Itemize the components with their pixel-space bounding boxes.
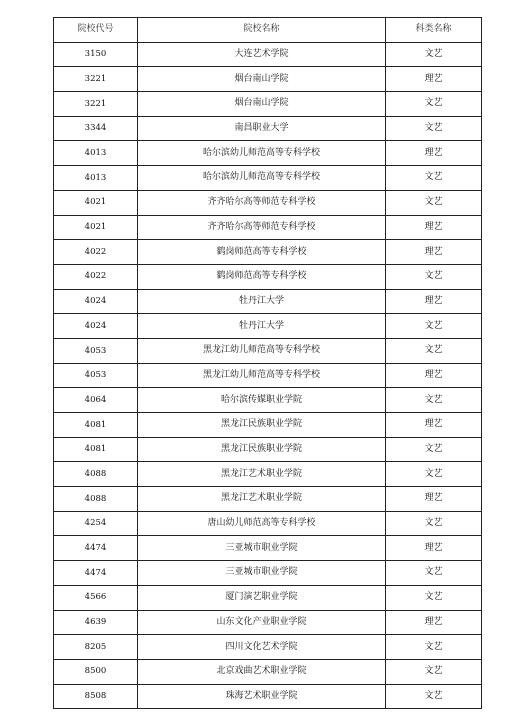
category-cell: 文艺: [386, 561, 482, 586]
school-code-cell: 4081: [54, 437, 138, 462]
school-code-cell: 4021: [54, 215, 138, 240]
admissions-table-container: [53, 17, 481, 709]
category-cell: 理艺: [386, 141, 482, 166]
table-row: [54, 388, 482, 413]
table-row: [54, 462, 482, 487]
category-cell: 文艺: [386, 264, 482, 289]
school-code-cell: 4053: [54, 338, 138, 363]
school-name-cell: 山东文化产业职业学院: [138, 610, 386, 635]
school-code-cell: 4088: [54, 487, 138, 512]
school-code-cell: 4474: [54, 561, 138, 586]
header-row: [54, 18, 482, 43]
school-code-cell: 4053: [54, 363, 138, 388]
category-cell: 理艺: [386, 536, 482, 561]
category-cell: 理艺: [386, 67, 482, 92]
school-name-cell: 黑龙江艺术职业学院: [138, 487, 386, 512]
table-row: [54, 42, 482, 67]
school-code-cell: 4024: [54, 314, 138, 339]
category-cell: 文艺: [386, 437, 482, 462]
category-cell: 理艺: [386, 610, 482, 635]
category-cell: 文艺: [386, 659, 482, 684]
table-row: [54, 215, 482, 240]
school-name-cell: 哈尔滨传媒职业学院: [138, 388, 386, 413]
table-row: [54, 166, 482, 191]
table-row: [54, 659, 482, 684]
school-name-cell: 黑龙江艺术职业学院: [138, 462, 386, 487]
table-row: [54, 314, 482, 339]
school-name-cell: 黑龙江幼儿师范高等专科学校: [138, 338, 386, 363]
school-code-cell: 8500: [54, 659, 138, 684]
header-category: 科类名称: [386, 18, 482, 43]
table-row: [54, 487, 482, 512]
school-code-cell: 4088: [54, 462, 138, 487]
school-name-cell: 烟台南山学院: [138, 67, 386, 92]
table-row: [54, 141, 482, 166]
category-cell: 理艺: [386, 413, 482, 438]
school-code-cell: 4639: [54, 610, 138, 635]
school-code-cell: 3344: [54, 116, 138, 141]
school-name-cell: 牡丹江大学: [138, 289, 386, 314]
table-row: [54, 338, 482, 363]
category-cell: 文艺: [386, 462, 482, 487]
table-row: [54, 92, 482, 117]
table-row: [54, 67, 482, 92]
school-code-cell: 4254: [54, 511, 138, 536]
category-cell: 理艺: [386, 215, 482, 240]
table-row: [54, 413, 482, 438]
header-school-name: 院校名称: [138, 18, 386, 43]
school-name-cell: 唐山幼儿师范高等专科学校: [138, 511, 386, 536]
table-row: [54, 289, 482, 314]
school-name-cell: 北京戏曲艺术职业学院: [138, 659, 386, 684]
category-cell: 文艺: [386, 635, 482, 660]
table-row: [54, 240, 482, 265]
school-code-cell: 3221: [54, 67, 138, 92]
school-code-cell: 3150: [54, 42, 138, 67]
header-school-code: 院校代号: [54, 18, 138, 43]
school-code-cell: 8508: [54, 684, 138, 709]
school-name-cell: 四川文化艺术学院: [138, 635, 386, 660]
school-code-cell: 4013: [54, 141, 138, 166]
school-code-cell: 4022: [54, 240, 138, 265]
school-code-cell: 4013: [54, 166, 138, 191]
table-row: [54, 116, 482, 141]
category-cell: 文艺: [386, 42, 482, 67]
category-cell: 文艺: [386, 684, 482, 709]
category-cell: 文艺: [386, 190, 482, 215]
school-code-cell: 8205: [54, 635, 138, 660]
category-cell: 文艺: [386, 388, 482, 413]
school-code-cell: 4474: [54, 536, 138, 561]
school-name-cell: 黑龙江幼儿师范高等专科学校: [138, 363, 386, 388]
table-header: [54, 18, 482, 43]
category-cell: 理艺: [386, 363, 482, 388]
school-name-cell: 大连艺术学院: [138, 42, 386, 67]
school-name-cell: 哈尔滨幼儿师范高等专科学校: [138, 141, 386, 166]
school-name-cell: 哈尔滨幼儿师范高等专科学校: [138, 166, 386, 191]
school-name-cell: 南昌职业大学: [138, 116, 386, 141]
category-cell: 理艺: [386, 487, 482, 512]
category-cell: 文艺: [386, 314, 482, 339]
category-cell: 文艺: [386, 92, 482, 117]
table-row: [54, 363, 482, 388]
table-row: [54, 561, 482, 586]
school-name-cell: 黑龙江民族职业学院: [138, 413, 386, 438]
school-name-cell: 三亚城市职业学院: [138, 536, 386, 561]
school-code-cell: 4566: [54, 585, 138, 610]
table-row: [54, 437, 482, 462]
category-cell: 文艺: [386, 511, 482, 536]
school-code-cell: 3221: [54, 92, 138, 117]
school-name-cell: 珠海艺术职业学院: [138, 684, 386, 709]
school-name-cell: 厦门演艺职业学院: [138, 585, 386, 610]
school-name-cell: 鹤岗师范高等专科学校: [138, 240, 386, 265]
school-code-cell: 4081: [54, 413, 138, 438]
category-cell: 理艺: [386, 240, 482, 265]
table-row: [54, 635, 482, 660]
school-name-cell: 牡丹江大学: [138, 314, 386, 339]
category-cell: 文艺: [386, 338, 482, 363]
table-row: [54, 536, 482, 561]
category-cell: 文艺: [386, 166, 482, 191]
table-row: [54, 684, 482, 709]
category-cell: 文艺: [386, 116, 482, 141]
school-name-cell: 烟台南山学院: [138, 92, 386, 117]
table-row: [54, 511, 482, 536]
school-code-cell: 4064: [54, 388, 138, 413]
table-row: [54, 190, 482, 215]
school-name-cell: 黑龙江民族职业学院: [138, 437, 386, 462]
school-code-cell: 4021: [54, 190, 138, 215]
category-cell: 理艺: [386, 289, 482, 314]
school-name-cell: 齐齐哈尔高等师范专科学校: [138, 190, 386, 215]
category-cell: 文艺: [386, 585, 482, 610]
school-code-cell: 4024: [54, 289, 138, 314]
table-row: [54, 264, 482, 289]
school-name-cell: 三亚城市职业学院: [138, 561, 386, 586]
school-code-cell: 4022: [54, 264, 138, 289]
table-row: [54, 585, 482, 610]
school-name-cell: 鹤岗师范高等专科学校: [138, 264, 386, 289]
table-body: [54, 42, 482, 709]
school-name-cell: 齐齐哈尔高等师范专科学校: [138, 215, 386, 240]
table-row: [54, 610, 482, 635]
admissions-table: [53, 17, 482, 709]
